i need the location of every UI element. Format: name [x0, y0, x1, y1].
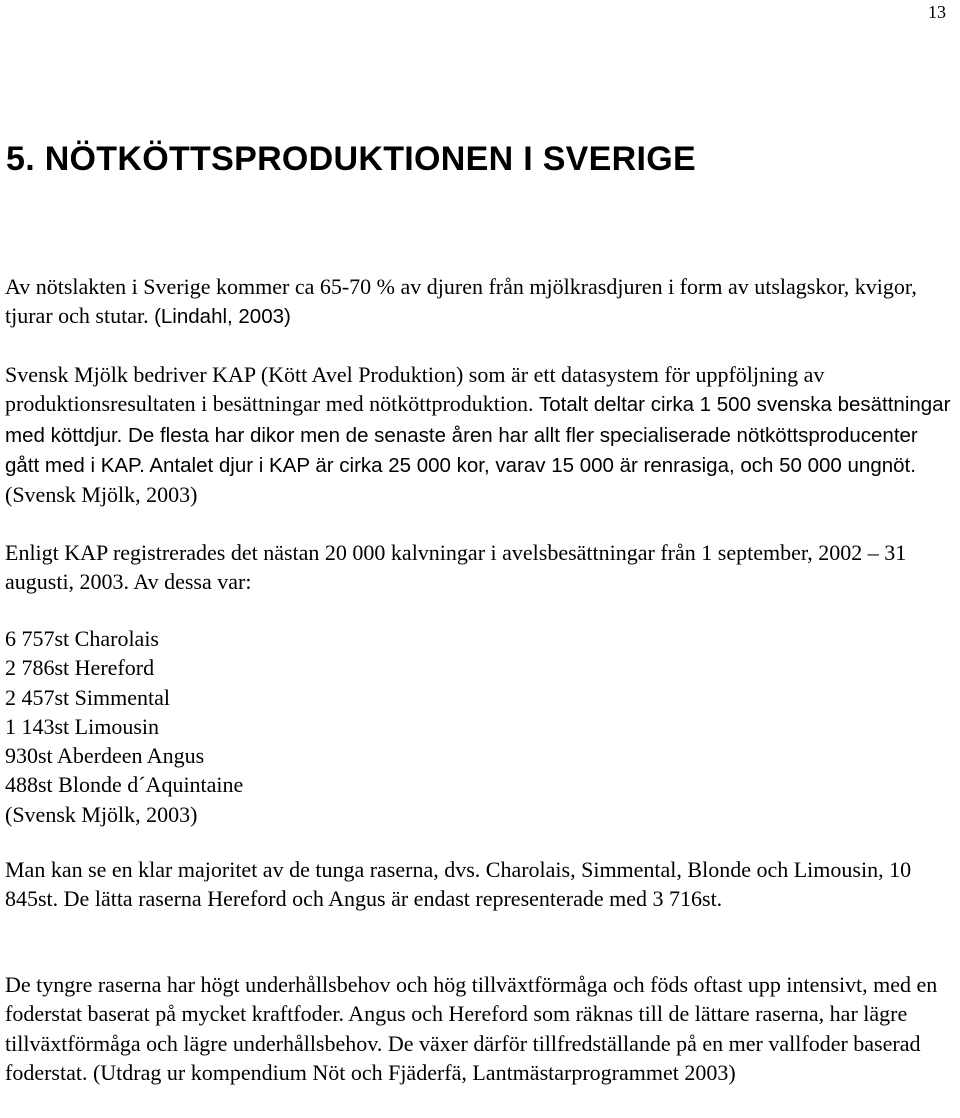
paragraph-slaughter-text: Av nötslakten i Sverige kommer ca 65-70 % av djuren från mjölkrasdjuren i form av utslagskor, kvigor, tjurar och stutar. — [5, 274, 917, 329]
paragraph-feeding: De tyngre raserna har högt underhållsbehov och hög tillväxtförmåga och föds oftast upp intensivt, med en foderstat baserat på mycket kraftfoder. Angus och Hereford som räknas till de lättare raserna, har lägre tillväxtförmåga och lägre underhållsbehov. De växer därför tillfredställande på en mer vallfoder baserad foderstat. (Utdrag ur kompendium Nöt och Fjäderfä, Lantmästarprogrammet 2003) — [5, 972, 938, 1085]
list-item: 2 457st Simmental — [5, 684, 170, 710]
paragraph-kap-intro: Svensk Mjölk bedriver KAP (Kött Avel Produktion) som är ett datasystem för uppföljning av produktionsresultaten i besättningar med nötköttproduktion. — [5, 362, 825, 417]
citation-lindahl: (Lindahl, 2003) — [154, 305, 291, 329]
paragraph-slaughter-origin — [5, 272, 957, 332]
list-item: 1 143st Limousin — [5, 713, 160, 739]
list-item: 2 786st Hereford — [5, 655, 155, 681]
page-number: 13 — [928, 2, 946, 22]
paragraph-heavy-breeds-majority: Man kan se en klar majoritet av de tunga raserna, dvs. Charolais, Simmental, Blonde och Limousin, 10 845st. De lätta raserna Hereford och Angus är endast representerade med 3 716st. — [5, 857, 912, 912]
breed-list — [5, 624, 957, 829]
list-item: 930st Aberdeen Angus — [5, 743, 205, 769]
paragraph-kap-stats: Totalt deltar cirka 1 500 svenska besättningar med köttdjur. De flesta har dikor men de senaste åren har allt fler specialiserade nötköttsproducenter gått med i KAP. Antalet djur i KAP är cirka 25 000 kor, varav 15 000 är renrasiga, och 50 000 ungnöt. — [5, 393, 951, 477]
breed-list-source: (Svensk Mjölk, 2003) — [5, 801, 198, 827]
citation-svensk-mjolk: (Svensk Mjölk, 2003) — [5, 482, 198, 508]
list-item: 6 757st Charolais — [5, 626, 159, 651]
chapter-heading: 5. NÖTKÖTTSPRODUKTIONEN I SVERIGE — [6, 140, 696, 178]
paragraph-calvings: Enligt KAP registrerades det nästan 20 000 kalvningar i avelsbesättningar från 1 september, 2002 – 31 augusti, 2003. Av dessa var: — [5, 540, 907, 595]
paragraph-kap-system — [5, 360, 957, 509]
list-item: 488st Blonde d´Aquintaine — [5, 772, 244, 798]
